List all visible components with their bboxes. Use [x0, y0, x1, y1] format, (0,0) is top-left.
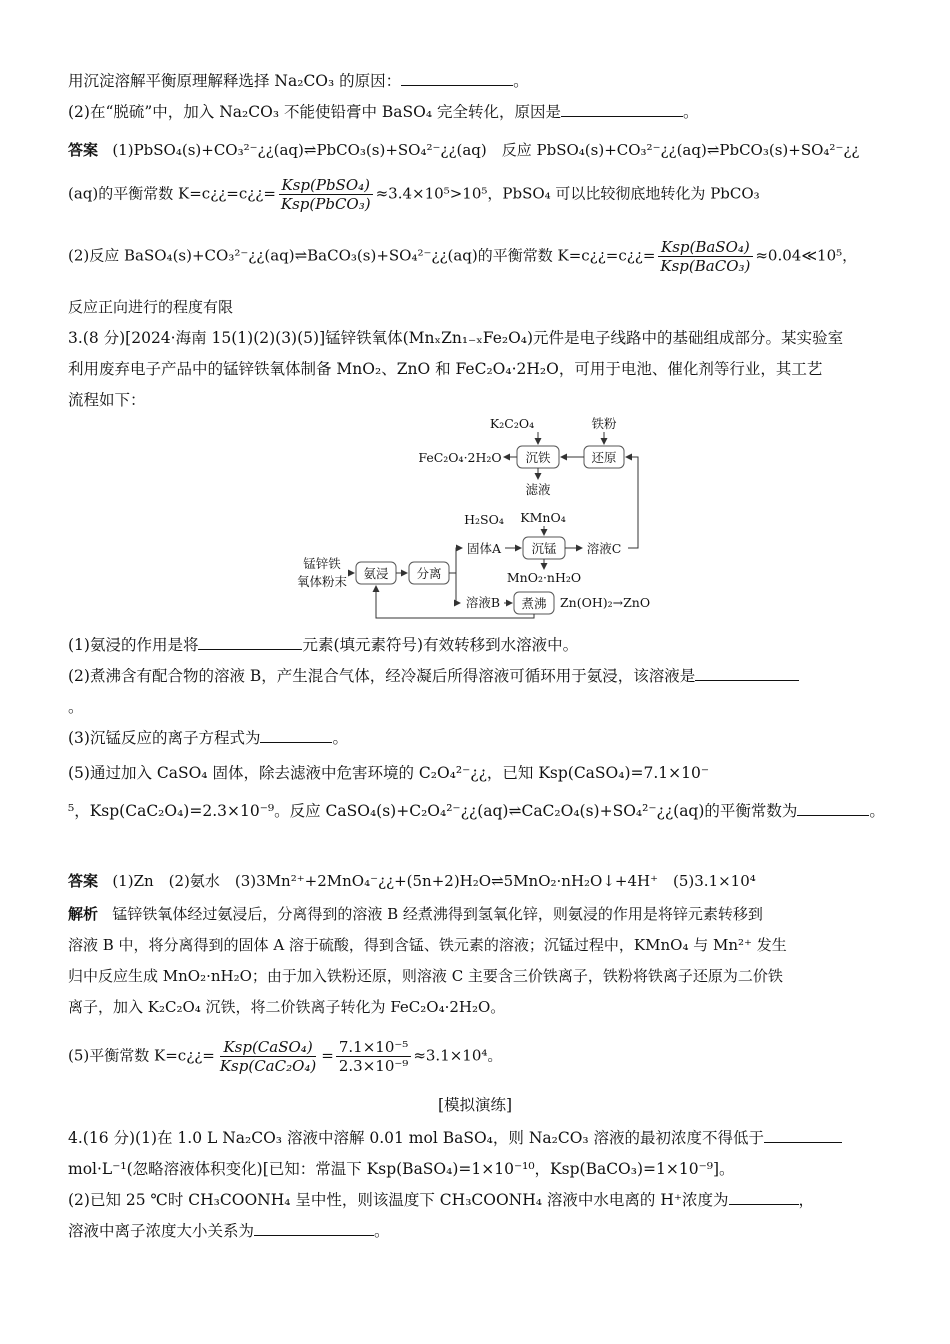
question-line: [68, 696, 84, 718]
answer-blank[interactable]: [729, 1190, 799, 1205]
kmno4-label: KMnO₄: [520, 510, 566, 525]
explanation-line: [68, 934, 787, 956]
question-text: 。: [332, 729, 348, 747]
text-line: [68, 70, 529, 92]
question-text: (2)煮沸含有配合物的溶液 B，产生混合气体，经冷凝后所得溶液可循环用于氨浸，该溶液是: [68, 667, 696, 685]
process-flowchart: [290, 412, 670, 620]
fraction: [657, 238, 753, 275]
fraction: [278, 176, 374, 213]
fraction: [336, 1038, 411, 1075]
question-line: [68, 727, 348, 749]
answer-line: [68, 238, 857, 275]
explanation-label: 解析: [68, 905, 99, 923]
section-title: [模拟演练]: [437, 1096, 513, 1114]
question-text: 流程如下：: [68, 391, 146, 409]
question-text: (1)氨浸的作用是将: [68, 636, 199, 654]
explanation-line: [68, 996, 505, 1018]
fraction-denominator: 2.3×10⁻⁹: [338, 1057, 409, 1075]
answer-blank[interactable]: [561, 102, 683, 117]
mno2-label: MnO₂·nH₂O: [506, 570, 582, 585]
answer-blank[interactable]: [198, 635, 302, 650]
answer-line: [68, 139, 859, 161]
question-text: 。: [869, 802, 885, 820]
lv-ye-label: 滤液: [525, 482, 551, 497]
chen-meng-label: 沉锰: [531, 541, 557, 556]
question-line: [68, 1189, 814, 1211]
question-line: [68, 800, 885, 822]
zn-oh-label: Zn(OH)₂→ZnO: [560, 595, 651, 610]
question-line: [68, 665, 799, 687]
iron-powder-label: 铁粉: [591, 416, 617, 431]
fraction-numerator: Ksp(PbSO₄): [279, 176, 374, 195]
explanation-line: [68, 965, 783, 987]
question-text: (2)已知 25 ℃时 CH₃COONH₄ 呈中性，则该温度下 CH₃COONH₄ 溶液中水电离的 H⁺浓度为: [68, 1191, 729, 1209]
equals-sign: =: [321, 1046, 334, 1065]
explanation-text: 离子，加入 K₂C₂O₄ 沉铁，将二价铁离子转化为 FeC₂O₄·2H₂O。: [68, 998, 506, 1016]
fraction-numerator: Ksp(BaSO₄): [658, 238, 753, 257]
question-line: [68, 389, 146, 411]
explanation-text: ≈3.1×10⁴。: [413, 1046, 503, 1065]
explanation-text: (5)平衡常数 K=c¿¿=: [68, 1046, 215, 1065]
question-text: 4.(16 分)(1)在 1.0 L Na₂CO₃ 溶液中溶解 0.01 mol BaSO₄，则 Na₂CO₃ 溶液的最初浓度不得低于: [68, 1129, 765, 1147]
answer-line: [68, 870, 756, 892]
fraction-denominator: Ksp(BaCO₃): [660, 257, 751, 275]
line-text: (2)在“脱硫”中，加入 Na₂CO₃ 不能使铅膏中 BaSO₄ 完全转化，原因是: [68, 103, 561, 121]
zhu-fei-label: 煮沸: [521, 596, 547, 611]
answer-line: [68, 296, 233, 318]
k2c2o4-label: K₂C₂O₄: [489, 416, 535, 431]
question-text: 利用废弃电子产品中的锰锌铁氧体制备 MnO₂、ZnO 和 FeC₂O₄·2H₂O，可用于电池、催化剂等行业，其工艺: [68, 360, 823, 378]
answer-blank[interactable]: [254, 1221, 374, 1236]
fen-li-label: 分离: [416, 566, 442, 581]
answer-blank[interactable]: [401, 71, 513, 86]
question-line: [68, 327, 843, 349]
answer-text: ≈0.04≪10⁵，: [755, 246, 858, 265]
answer-text: (1)PbSO₄(s)+CO₃²⁻¿¿(aq)⇌PbCO₃(s)+SO₄²⁻¿¿(aq) 反应 PbSO₄(s)+CO₃²⁻¿¿(aq)⇌PbCO₃(s)+SO₄²⁻¿¿: [112, 141, 860, 159]
solution-b-label: 溶液B: [465, 595, 501, 610]
text-line: [68, 101, 699, 123]
ferrite-label-2: 氧体粉末: [296, 574, 348, 589]
fraction-denominator: Ksp(CaC₂O₄): [219, 1057, 317, 1075]
question-line: [68, 1220, 390, 1242]
fraction-numerator: Ksp(CaSO₄): [220, 1038, 315, 1057]
answer-text: (2)反应 BaSO₄(s)+CO₃²⁻¿¿(aq)⇌BaCO₃(s)+SO₄²⁻¿¿(aq)的平衡常数 K=c¿¿=c¿¿=: [68, 246, 656, 265]
question-line: [68, 358, 822, 380]
solid-a-label: 固体A: [466, 541, 502, 556]
answer-text: (aq)的平衡常数 K=c¿¿=c¿¿=: [68, 184, 276, 203]
fraction-denominator: Ksp(PbCO₃): [280, 195, 371, 213]
answer-label: 答案: [68, 141, 99, 159]
line-text: 用沉淀溶解平衡原理解释选择 Na₂CO₃ 的原因：: [68, 72, 402, 90]
question-text: (3)沉锰反应的离子方程式为: [68, 729, 261, 747]
answer-blank[interactable]: [764, 1128, 842, 1143]
fraction: [217, 1038, 319, 1075]
answer-blank[interactable]: [695, 666, 799, 681]
question-text: ⁵，Ksp(CaC₂O₄)=2.3×10⁻⁹。反应 CaSO₄(s)+C₂O₄²⁻¿¿(aq)⇌CaC₂O₄(s)+SO₄²⁻¿¿(aq)的平衡常数为: [68, 802, 798, 820]
question-text: 元素(填元素符号)有效转移到水溶液中。: [302, 636, 579, 654]
explanation-line: [68, 903, 763, 925]
chen-tie-label: 沉铁: [525, 450, 551, 465]
answer-text: ≈3.4×10⁵>10⁵，PbSO₄ 可以比较彻底地转化为 PbCO₃: [375, 184, 760, 203]
explanation-line: [68, 1038, 502, 1075]
ferrite-label-1: 锰锌铁: [303, 556, 341, 571]
answer-blank[interactable]: [797, 801, 869, 816]
question-line: [68, 1158, 735, 1180]
fec2o4-label: FeC₂O₄·2H₂O: [418, 450, 502, 465]
an-jin-label: 氨浸: [363, 566, 389, 581]
explanation-text: 溶液 B 中，将分离得到的固体 A 溶于硫酸，得到含锰、铁元素的溶液；沉锰过程中，KMnO₄ 与 Mn²⁺ 发生: [68, 936, 787, 954]
answer-blank[interactable]: [260, 728, 332, 743]
explanation-text: 归中反应生成 MnO₂·nH₂O；由于加入铁粉还原，则溶液 C 主要含三价铁离子，铁粉将铁离子还原为二价铁: [68, 967, 783, 985]
answer-text: (1)Zn (2)氨水 (3)3Mn²⁺+2MnO₄⁻¿¿+(5n+2)H₂O⇌5MnO₂·nH₂O↓+4H⁺ (5)3.1×10⁴: [112, 872, 756, 890]
question-text: 。: [374, 1222, 390, 1240]
question-text: 3.(8 分)[2024·海南 15(1)(2)(3)(5)]锰锌铁氧体(MnₓZn₁₋ₓFe₂O₄)元件是电子线路中的基础组成部分。某实验室: [68, 329, 844, 347]
question-line: [68, 762, 709, 784]
question-text: 溶液中离子浓度大小关系为: [68, 1222, 255, 1240]
answer-label: 答案: [68, 872, 99, 890]
line-end: 。: [513, 72, 529, 90]
fraction-numerator: 7.1×10⁻⁵: [336, 1038, 411, 1057]
question-line: [68, 1127, 842, 1149]
question-text: mol·L⁻¹(忽略溶液体积变化)[已知：常温下 Ksp(BaSO₄)=1×10⁻¹⁰，Ksp(BaCO₃)=1×10⁻⁹]。: [68, 1160, 735, 1178]
question-text: (5)通过加入 CaSO₄ 固体，除去滤液中危害环境的 C₂O₄²⁻¿¿，已知 Ksp(CaSO₄)=7.1×10⁻: [68, 764, 710, 782]
huan-yuan-label: 还原: [591, 450, 617, 465]
explanation-text: 锰锌铁氧体经过氨浸后，分离得到的溶液 B 经煮沸得到氢氧化锌，则氨浸的作用是将锌元素转移到: [112, 905, 763, 923]
question-text: ，: [798, 1191, 815, 1209]
question-text: 。: [68, 698, 84, 716]
line-end: 。: [682, 103, 699, 121]
question-line: [68, 634, 578, 656]
answer-line: [68, 176, 760, 213]
solution-c-label: 溶液C: [586, 541, 622, 556]
answer-text: 反应正向进行的程度有限: [68, 298, 234, 316]
h2so4-label: H₂SO₄: [464, 512, 504, 527]
